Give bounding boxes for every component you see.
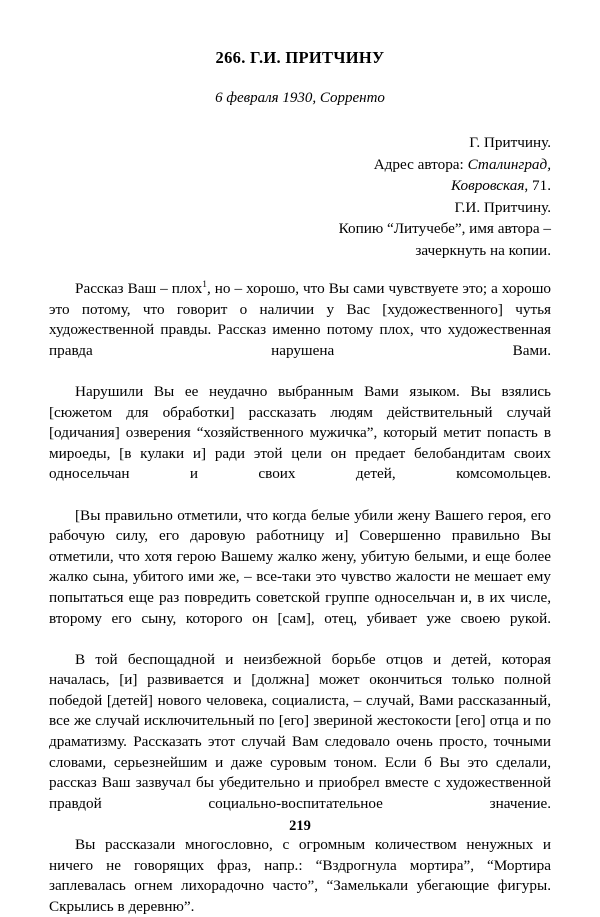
address-label: Адрес автора: — [373, 155, 468, 173]
page-content — [49, 0, 551, 917]
footnote-marker-1[interactable]: 1 — [202, 279, 207, 290]
paragraph-5: Вы рассказали многословно, с огромным количеством ненужных и ничего не говорящих фраз, напр.: “Вздрогнула мортира”, “Мортира заплевалась огнем лихорадочно часто”, “Замелькали убегающие фигуры. Скрылись в деревню”. — [49, 836, 551, 915]
paragraph-3: [Вы правильно отметили, что когда белые убили жену Вашего героя, его рабочую силу, его даровую работницу и] Совершенно правильно Вы отметили, что хотя герою Вашему жалко жену, убитую белыми, и еще более жалко сына, убитого ими же, – все-таки это чувство жалости не мешает ему попытаться еще раз повредить советской группе односельчан и, в их числе, второму его сыну, которого он [сам], отец, убивает уже своею рукой. — [49, 506, 551, 627]
address-line-recipient: Г. Притчину. — [469, 134, 551, 151]
paragraph-2: Нарушили Вы ее неудачно выбранным Вами языком. Вы взялись [сюжетом для обработки] рассказать людям действительный случай [одичания] озверения “хозяйственного мужичка”, который метит попасть в мироеды, [в кулаки и] ради этой цели он предает белобандитам своих односельчан и своих детей, комсомольцев. — [49, 382, 551, 483]
page-number: 219 — [289, 818, 311, 834]
address-line-street — [49, 175, 551, 197]
address-street: Ковровская — [451, 177, 525, 194]
paragraph-1-part-b: , но – хорошо, что Вы сами чувствуете это; а хорошо это потому, что говорит о наличии у Вас [художественного] чутья художественной правды. Рассказ именно потому плох, что художественная правда нарушена Вами. — [49, 280, 551, 359]
address-house-number: , 71. — [524, 177, 551, 194]
address-line-author-address — [49, 154, 551, 176]
address-line-copy-note-cont: зачеркнуть на копии. — [415, 241, 551, 259]
address-city: Сталинград, — [467, 155, 551, 173]
address-line-copy-note: Копию “Литучебе”, имя автора – — [338, 220, 551, 237]
address-block — [49, 132, 551, 261]
paragraph-1-part-a: Рассказ Ваш – плох — [75, 280, 203, 297]
letter-title: 266. Г.И. ПРИТЧИНУ — [215, 48, 385, 67]
address-line-recipient-initials: Г.И. Притчину. — [454, 198, 551, 216]
paragraph-1 — [49, 279, 551, 382]
paragraph-4: В той беспощадной и неизбежной борьбе отцов и детей, которая началась, [и] развивается и [должна] может окончиться только полной победой [детей] нового человека, социалиста, – случай, Вами рассказанный, все же случай исключительный по [его] звериной жестокости [его] отца и по драматизму. Рассказать этот случай Вам следовало очень просто, точными словами, серьезнейшим и даже суровым тоном. Если б Вы это сделали, рассказ Ваш зазвучал бы убедительно и приобрел вместе с художественной правдой социально-воспитательное значение. — [49, 650, 551, 812]
letter-date-place: 6 февраля 1930, Сорренто — [215, 90, 385, 106]
